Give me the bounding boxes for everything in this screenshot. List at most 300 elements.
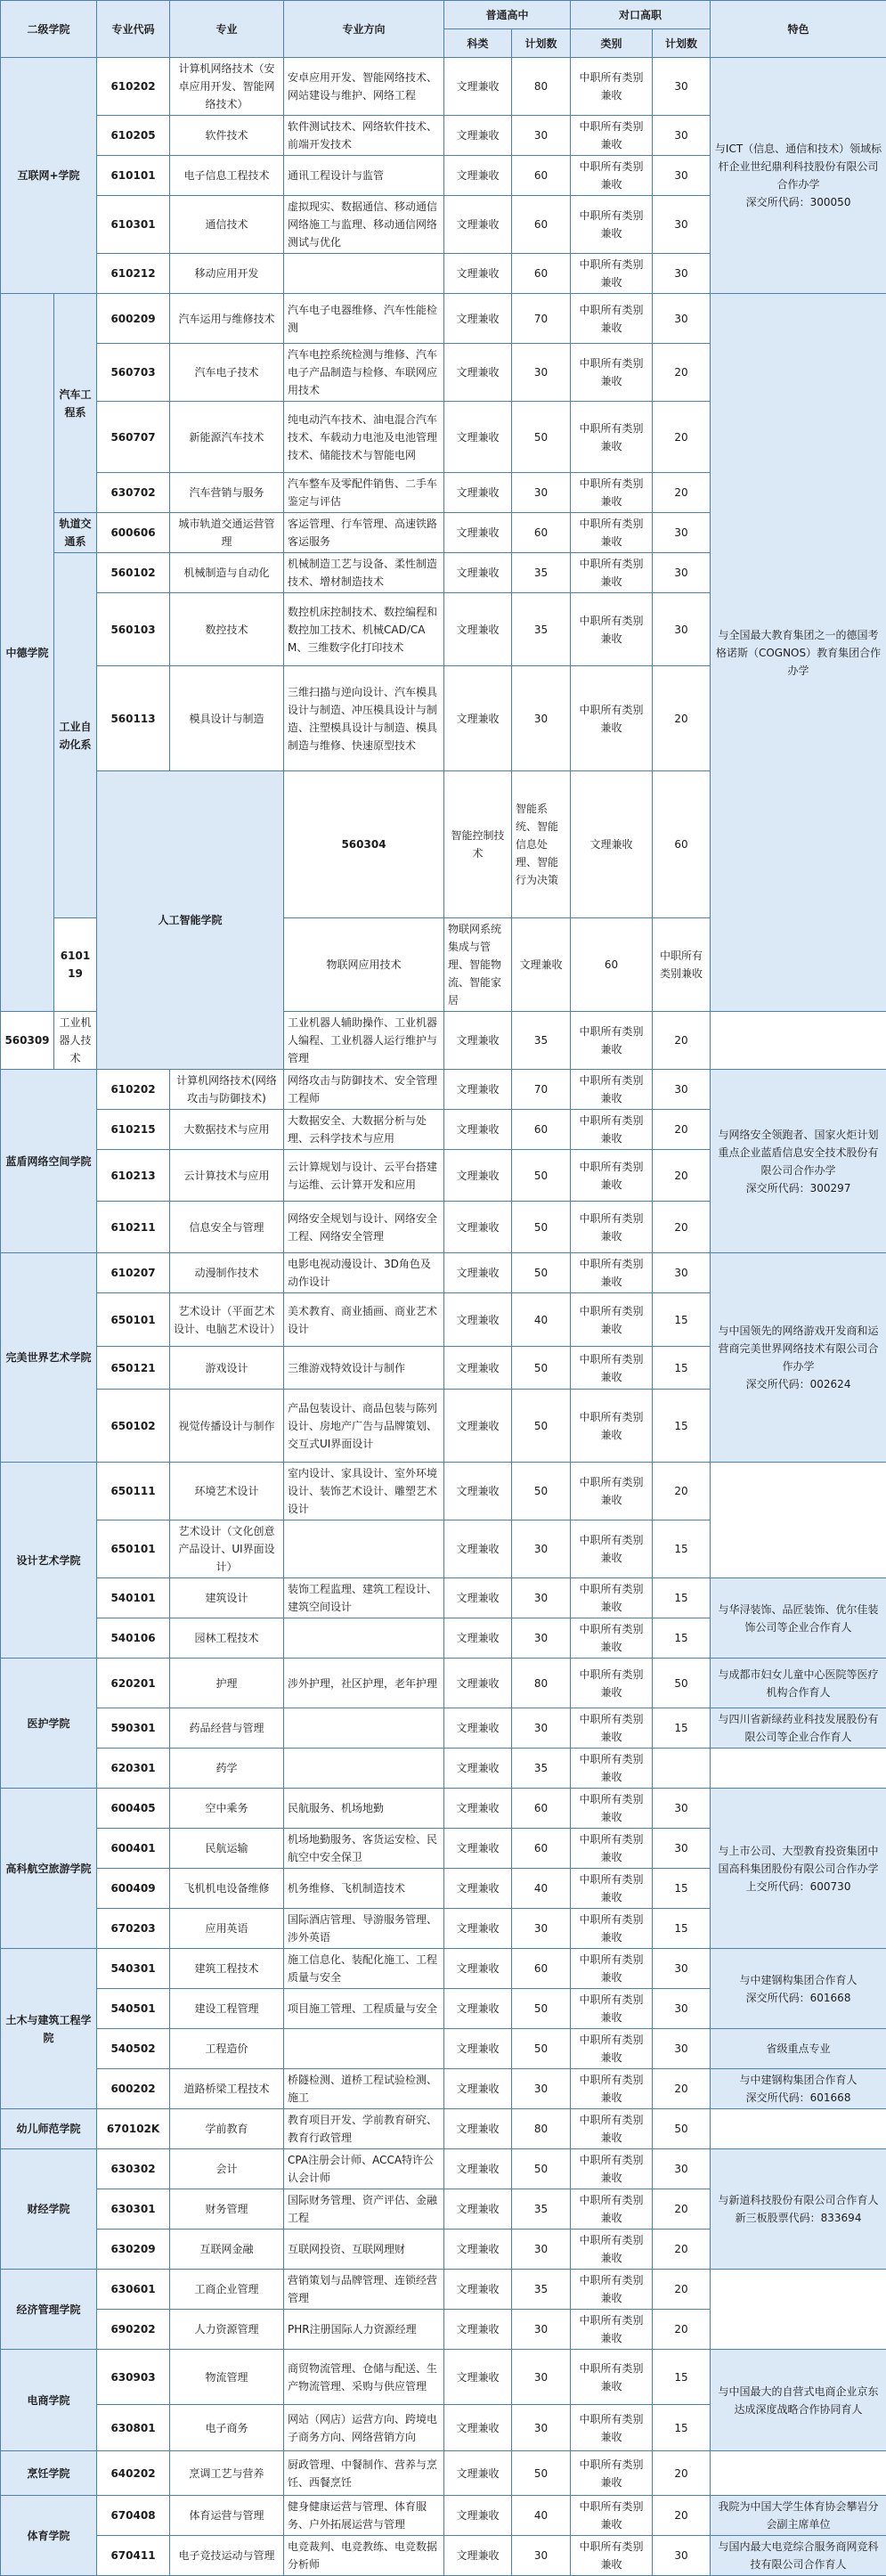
major-name: 建筑工程技术 — [170, 1949, 284, 1989]
vocational-type: 中职所有类别兼收 — [571, 58, 653, 116]
vocational-plan-count: 30 — [653, 1070, 711, 1110]
vocational-type: 中职所有类别兼收 — [571, 116, 653, 156]
vocational-plan-count: 50 — [653, 1659, 711, 1708]
major-name: 建设工程管理 — [170, 1989, 284, 2029]
table-row — [1, 2270, 886, 2310]
vocational-plan-count: 20 — [653, 666, 711, 771]
major-direction: 汽车电控系统检测与维修、汽车电子产品制造与检修、车联网应用技术 — [284, 344, 444, 402]
general-plan-count: 35 — [512, 1749, 571, 1789]
general-category: 文理兼收 — [444, 1253, 512, 1293]
major-name: 应用英语 — [170, 1909, 284, 1949]
vocational-plan-count: 30 — [653, 2536, 711, 2576]
major-direction: 互联网投资、互联网理财 — [284, 2230, 444, 2270]
feature-cell — [711, 2109, 886, 2149]
feature-line: 与华浔装饰、品匠装饰、优尔佳装饰公司等企业合作育人 — [719, 1603, 879, 1634]
general-plan-count: 50 — [512, 1390, 571, 1463]
major-direction: 工业机器人辅助操作、工业机器人编程、工业机器人运行维护与管理 — [284, 1012, 444, 1070]
vocational-plan-count: 20 — [653, 2451, 711, 2496]
general-category: 文理兼收 — [444, 2149, 512, 2189]
major-code: 650101 — [97, 1293, 170, 1347]
major-name: 园林工程技术 — [170, 1618, 284, 1659]
vocational-type: 中职所有类别兼收 — [571, 2230, 653, 2270]
major-code: 690202 — [97, 2310, 170, 2350]
general-category: 文理兼收 — [444, 473, 512, 513]
vocational-plan-count — [653, 1749, 711, 1789]
major-code: 630302 — [97, 2149, 170, 2189]
college-cell: 中德学院 — [1, 294, 54, 1012]
major-name: 空中乘务 — [170, 1789, 284, 1829]
table-row — [1, 1659, 886, 1708]
general-category: 文理兼收 — [444, 116, 512, 156]
general-category: 文理兼收 — [444, 1012, 512, 1070]
general-plan-count: 60 — [512, 513, 571, 553]
vocational-plan-count: 30 — [653, 553, 711, 593]
major-direction: 产品包装设计、商品包装与陈列设计、房地产广告与品牌策划、交互式UI界面设计 — [284, 1390, 444, 1463]
general-plan-count: 35 — [512, 593, 571, 666]
vocational-plan-count: 20 — [653, 2069, 711, 2109]
vocational-plan-count: 20 — [653, 2270, 711, 2310]
vocational-type: 中职所有类别兼收 — [571, 1949, 653, 1989]
major-name: 新能源汽车技术 — [170, 402, 284, 473]
major-name: 智能控制技术 — [444, 771, 512, 918]
table-header — [1, 1, 886, 58]
general-plan-count: 50 — [512, 2029, 571, 2069]
table-body — [1, 58, 886, 2576]
major-name: 工商企业管理 — [170, 2270, 284, 2310]
feature-cell — [711, 294, 886, 1012]
vocational-plan-count: 15 — [653, 1708, 711, 1749]
general-category: 文理兼收 — [444, 2310, 512, 2350]
general-plan-count: 60 — [512, 1789, 571, 1829]
feature-cell — [711, 1789, 886, 1949]
major-name: 模具设计与制造 — [170, 666, 284, 771]
vocational-plan-count: 30 — [653, 1949, 711, 1989]
general-plan-count: 30 — [512, 2230, 571, 2270]
vocational-type: 中职所有类别兼收 — [571, 1202, 653, 1253]
general-category: 文理兼收 — [444, 344, 512, 402]
vocational-type: 中职所有类别兼收 — [571, 2189, 653, 2230]
major-code: 650102 — [97, 1390, 170, 1463]
feature-cell — [711, 1949, 886, 2029]
major-code: 650101 — [97, 1520, 170, 1578]
general-category: 文理兼收 — [444, 2270, 512, 2310]
general-category: 文理兼收 — [444, 2230, 512, 2270]
general-category: 文理兼收 — [512, 918, 571, 1012]
general-category: 文理兼收 — [444, 1789, 512, 1829]
table-row — [1, 1749, 886, 1789]
vocational-type: 中职所有类别兼收 — [571, 1789, 653, 1829]
major-name: 建筑设计 — [170, 1578, 284, 1618]
major-name: 汽车运用与维修技术 — [170, 294, 284, 344]
general-category: 文理兼收 — [444, 1202, 512, 1253]
general-plan-count: 80 — [512, 1659, 571, 1708]
vocational-type: 中职所有类别兼收 — [571, 666, 653, 771]
major-name: 艺术设计（平面艺术设计、电脑艺术设计） — [170, 1293, 284, 1347]
vocational-type: 中职所有类别兼收 — [571, 2069, 653, 2109]
feature-line: 与四川省新绿药业科技发展股份有限公司等企业合作育人 — [719, 1713, 879, 1743]
major-direction: 智能系统、智能信息处理、智能行为决策 — [512, 771, 571, 918]
vocational-type: 中职所有类别兼收 — [571, 2310, 653, 2350]
major-name: 工程造价 — [170, 2029, 284, 2069]
major-name: 人力资源管理 — [170, 2310, 284, 2350]
feature-line: 与网络安全领跑者、国家火炬计划重点企业蓝盾信息安全技术股份有限公司合作办学 — [719, 1129, 879, 1177]
major-code: 670203 — [97, 1909, 170, 1949]
general-category: 文理兼收 — [571, 771, 653, 918]
general-plan-count: 60 — [512, 1829, 571, 1869]
vocational-type: 中职所有类别兼收 — [571, 1070, 653, 1110]
general-category: 文理兼收 — [444, 1463, 512, 1520]
major-code: 560703 — [97, 344, 170, 402]
major-code: 560309 — [1, 1012, 54, 1070]
header-plan: 计划数 — [512, 29, 571, 58]
feature-line: 与新道科技股份有限公司合作育人 — [719, 2194, 879, 2206]
general-plan-count: 50 — [512, 402, 571, 473]
vocational-plan-count: 15 — [653, 1347, 711, 1390]
vocational-plan-count: 30 — [653, 294, 711, 344]
vocational-type: 中职所有类别兼收 — [571, 1909, 653, 1949]
general-plan-count: 35 — [512, 2189, 571, 2230]
vocational-type: 中职所有类别兼收 — [571, 1390, 653, 1463]
vocational-plan-count: 30 — [653, 513, 711, 553]
general-plan-count: 30 — [512, 2405, 571, 2451]
department-cell: 工业自动化系 — [54, 553, 97, 918]
general-plan-count: 60 — [512, 196, 571, 254]
general-category: 文理兼收 — [444, 402, 512, 473]
major-name: 护理 — [170, 1659, 284, 1708]
major-code: 610202 — [97, 58, 170, 116]
major-direction: PHR注册国际人力资源经理 — [284, 2310, 444, 2350]
general-plan-count: 30 — [512, 666, 571, 771]
table-row — [1, 1949, 886, 1989]
major-direction: 国际财务管理、资产评估、金融工程 — [284, 2189, 444, 2230]
vocational-type: 中职所有类别兼收 — [571, 1708, 653, 1749]
vocational-type: 中职所有类别兼收 — [571, 1347, 653, 1390]
vocational-type: 中职所有类别兼收 — [571, 2270, 653, 2310]
general-category: 文理兼收 — [444, 2350, 512, 2405]
college-cell: 财经学院 — [1, 2149, 97, 2270]
general-category: 文理兼收 — [444, 513, 512, 553]
general-plan-count: 60 — [512, 254, 571, 294]
major-code: 610211 — [97, 1202, 170, 1253]
general-plan-count: 60 — [571, 918, 653, 1012]
general-plan-count: 50 — [512, 1253, 571, 1293]
vocational-type: 中职所有类别兼收 — [571, 1012, 653, 1070]
feature-cell — [711, 1659, 886, 1708]
major-direction: 大数据安全、大数据分析与处理、云科学技术与应用 — [284, 1110, 444, 1150]
major-direction: 机场地勤服务、客货运安检、民航空中安全保卫 — [284, 1829, 444, 1869]
vocational-plan-count: 30 — [653, 2149, 711, 2189]
vocational-type: 中职所有类别兼收 — [571, 1829, 653, 1869]
college-cell: 高科航空旅游学院 — [1, 1789, 97, 1949]
vocational-type: 中职所有类别兼收 — [571, 1659, 653, 1708]
major-code: 630903 — [97, 2350, 170, 2405]
college-cell: 设计艺术学院 — [1, 1463, 97, 1659]
vocational-type: 中职所有类别兼收 — [653, 918, 711, 1012]
major-direction: 云计算规划与设计、云平台搭建与运维、云计算开发和应用 — [284, 1150, 444, 1202]
general-category: 文理兼收 — [444, 2109, 512, 2149]
general-plan-count: 60 — [653, 771, 711, 918]
major-direction: 厨政管理、中餐制作、营养与烹饪、西餐烹饪 — [284, 2451, 444, 2496]
college-cell: 完美世界艺术学院 — [1, 1253, 97, 1463]
college-cell: 人工智能学院 — [97, 771, 284, 1070]
vocational-type: 中职所有类别兼收 — [571, 2451, 653, 2496]
major-name: 机械制造与自动化 — [170, 553, 284, 593]
vocational-type: 中职所有类别兼收 — [571, 1110, 653, 1150]
major-name: 云计算技术与应用 — [170, 1150, 284, 1202]
major-name: 电子商务 — [170, 2405, 284, 2451]
table-row — [1, 1789, 886, 1829]
header-college: 二级学院 — [1, 1, 97, 58]
college-cell: 电商学院 — [1, 2350, 97, 2451]
vocational-type: 中职所有类别兼收 — [571, 254, 653, 294]
general-plan-count: 30 — [512, 2310, 571, 2350]
major-code: 610101 — [97, 156, 170, 196]
major-name: 汽车电子技术 — [170, 344, 284, 402]
major-direction: 网络安全规划与设计、网络安全工程、网络安全管理 — [284, 1202, 444, 1253]
major-direction: 网站（网店）运营方向、跨境电子商务方向、网络营销方向 — [284, 2405, 444, 2451]
feature-line: 深交所代码：300050 — [746, 196, 851, 208]
vocational-plan-count: 20 — [653, 1463, 711, 1520]
general-plan-count: 70 — [512, 1070, 571, 1110]
major-name: 大数据技术与应用 — [170, 1110, 284, 1150]
vocational-plan-count: 50 — [653, 2109, 711, 2149]
major-name: 计算机网络技术(网络攻击与防御技术) — [170, 1070, 284, 1110]
major-name: 移动应用开发 — [170, 254, 284, 294]
college-cell: 土木与建筑工程学院 — [1, 1949, 97, 2109]
major-name: 电子竞技运动与管理 — [170, 2536, 284, 2576]
header-major: 专业 — [170, 1, 284, 58]
major-direction: 客运管理、行车管理、高速铁路客运服务 — [284, 513, 444, 553]
general-plan-count: 50 — [512, 1202, 571, 1253]
feature-line: 深交所代码：601668 — [746, 1992, 851, 2004]
vocational-type: 中职所有类别兼收 — [571, 2350, 653, 2405]
major-direction — [284, 1749, 444, 1789]
major-name: 视觉传播设计与制作 — [170, 1390, 284, 1463]
table-row — [1, 58, 886, 116]
major-direction: 软件测试技术、网络软件技术、前端开发技术 — [284, 116, 444, 156]
major-name: 通信技术 — [170, 196, 284, 254]
general-plan-count: 40 — [512, 1293, 571, 1347]
major-direction: 安卓应用开发、智能网络技术、网站建设与维护、网络工程 — [284, 58, 444, 116]
general-category: 文理兼收 — [444, 2405, 512, 2451]
vocational-type: 中职所有类别兼收 — [571, 2405, 653, 2451]
feature-line: 深交所代码：300297 — [746, 1182, 851, 1194]
general-category: 文理兼收 — [444, 593, 512, 666]
general-plan-count: 40 — [512, 1869, 571, 1909]
college-cell: 体育学院 — [1, 2496, 97, 2576]
feature-line: 上交所代码：600730 — [746, 1880, 851, 1893]
header-type: 类别 — [571, 29, 653, 58]
major-code: 540301 — [97, 1949, 170, 1989]
general-category: 文理兼收 — [444, 1989, 512, 2029]
major-name: 学前教育 — [170, 2109, 284, 2149]
vocational-plan-count: 30 — [653, 1789, 711, 1829]
general-category: 文理兼收 — [444, 1659, 512, 1708]
table-row — [1, 2069, 886, 2109]
general-plan-count: 50 — [512, 2451, 571, 2496]
major-direction: 商贸物流管理、仓储与配送、生产物流管理、采购与供应管理 — [284, 2350, 444, 2405]
feature-cell — [711, 58, 886, 294]
major-direction — [284, 1618, 444, 1659]
major-direction — [284, 1520, 444, 1578]
major-code: 630702 — [97, 473, 170, 513]
general-category: 文理兼收 — [444, 2069, 512, 2109]
general-plan-count: 80 — [512, 58, 571, 116]
feature-cell — [711, 2350, 886, 2451]
major-code: 630301 — [97, 2189, 170, 2230]
vocational-type: 中职所有类别兼收 — [571, 2149, 653, 2189]
college-cell: 烹饪学院 — [1, 2451, 97, 2496]
general-plan-count: 50 — [512, 1347, 571, 1390]
general-category: 文理兼收 — [444, 1520, 512, 1578]
major-code: 600405 — [97, 1789, 170, 1829]
table-row — [1, 2029, 886, 2069]
vocational-plan-count: 30 — [653, 156, 711, 196]
major-code: 600401 — [97, 1829, 170, 1869]
vocational-plan-count: 20 — [653, 2230, 711, 2270]
major-code: 650121 — [97, 1347, 170, 1390]
feature-line: 与国内最大电竞综合服务商网竞科技有限公司合作育人 — [719, 2540, 879, 2571]
vocational-type: 中职所有类别兼收 — [571, 1749, 653, 1789]
feature-cell — [711, 2029, 886, 2069]
vocational-plan-count: 15 — [653, 1618, 711, 1659]
vocational-plan-count: 15 — [653, 2350, 711, 2405]
major-code: 600202 — [97, 2069, 170, 2109]
major-name: 药学 — [170, 1749, 284, 1789]
major-direction: 涉外护理，社区护理，老年护理 — [284, 1659, 444, 1708]
major-direction: 美术教育、商业插画、商业艺术设计 — [284, 1293, 444, 1347]
general-plan-count: 30 — [512, 1909, 571, 1949]
major-direction: 纯电动汽车技术、油电混合汽车技术、车载动力电池及电池管理技术、储能技术与智能电网 — [284, 402, 444, 473]
major-direction: 机械制造工艺与设备、柔性制造技术、增材制造技术 — [284, 553, 444, 593]
major-code: 610207 — [97, 1253, 170, 1293]
vocational-plan-count: 20 — [653, 344, 711, 402]
vocational-type: 中职所有类别兼收 — [571, 1869, 653, 1909]
major-code: 540106 — [97, 1618, 170, 1659]
major-name: 物流管理 — [170, 2350, 284, 2405]
major-direction: 室内设计、家具设计、室外环境设计、装饰艺术设计、雕塑艺术设计 — [284, 1463, 444, 1520]
general-plan-count: 50 — [512, 1463, 571, 1520]
vocational-plan-count: 15 — [653, 1909, 711, 1949]
table-row — [1, 2350, 886, 2405]
major-code: 610215 — [97, 1110, 170, 1150]
major-code: 610301 — [97, 196, 170, 254]
major-code: 590301 — [97, 1708, 170, 1749]
feature-line: 深交所代码：002624 — [746, 1378, 851, 1390]
general-category: 文理兼收 — [444, 1829, 512, 1869]
vocational-plan-count: 20 — [653, 2189, 711, 2230]
general-category: 文理兼收 — [444, 1110, 512, 1150]
major-direction: 国际酒店管理、导游服务管理、涉外英语 — [284, 1909, 444, 1949]
vocational-plan-count: 20 — [653, 1150, 711, 1202]
major-name: 药品经营与管理 — [170, 1708, 284, 1749]
major-direction: CPA注册会计师、ACCA特许公认会计师 — [284, 2149, 444, 2189]
vocational-type: 中职所有类别兼收 — [571, 2496, 653, 2536]
major-name: 动漫制作技术 — [170, 1253, 284, 1293]
feature-cell — [711, 2536, 886, 2576]
general-category: 文理兼收 — [444, 1618, 512, 1659]
vocational-plan-count: 15 — [653, 1293, 711, 1347]
general-category: 文理兼收 — [444, 254, 512, 294]
major-name: 游戏设计 — [170, 1347, 284, 1390]
feature-line: 与中建钢构集团合作育人 — [740, 1974, 858, 1986]
general-plan-count: 35 — [512, 2270, 571, 2310]
vocational-plan-count: 30 — [653, 593, 711, 666]
feature-line: 与中国最大的自营式电商企业京东达成深度战略合作协同育人 — [719, 2385, 879, 2416]
general-category: 文理兼收 — [444, 2496, 512, 2536]
feature-cell — [711, 1253, 886, 1463]
general-plan-count: 30 — [512, 2350, 571, 2405]
table-row — [1, 1070, 886, 1110]
major-name: 环境艺术设计 — [170, 1463, 284, 1520]
vocational-plan-count: 15 — [653, 1390, 711, 1463]
general-category: 文理兼收 — [444, 1749, 512, 1789]
vocational-plan-count: 15 — [653, 1520, 711, 1578]
major-direction: 教育项目开发、学前教育研究、教育行政管理 — [284, 2109, 444, 2149]
major-code: 610212 — [97, 254, 170, 294]
vocational-type: 中职所有类别兼收 — [571, 553, 653, 593]
major-code: 640202 — [97, 2451, 170, 2496]
major-code: 560103 — [97, 593, 170, 666]
general-category: 文理兼收 — [444, 1578, 512, 1618]
feature-line: 与成都市妇女儿童中心医院等医疗机构合作育人 — [719, 1668, 879, 1699]
major-name: 飞机机电设备维修 — [170, 1869, 284, 1909]
college-cell: 经济管理学院 — [1, 2270, 97, 2350]
vocational-plan-count: 15 — [653, 1869, 711, 1909]
major-direction — [284, 254, 444, 294]
vocational-plan-count: 30 — [653, 58, 711, 116]
header-plan-vocational: 计划数 — [653, 29, 711, 58]
major-direction: 装饰工程监理、建筑工程设计、建筑空间设计 — [284, 1578, 444, 1618]
general-plan-count: 30 — [512, 1578, 571, 1618]
general-category: 文理兼收 — [444, 1293, 512, 1347]
vocational-type: 中职所有类别兼收 — [571, 1520, 653, 1578]
vocational-type: 中职所有类别兼收 — [571, 344, 653, 402]
vocational-plan-count: 30 — [653, 1253, 711, 1293]
major-name: 互联网金融 — [170, 2230, 284, 2270]
vocational-type: 中职所有类别兼收 — [571, 1463, 653, 1520]
major-name: 体育运营与管理 — [170, 2496, 284, 2536]
vocational-plan-count: 20 — [653, 1012, 711, 1070]
header-category: 科类 — [444, 29, 512, 58]
vocational-type: 中职所有类别兼收 — [571, 1618, 653, 1659]
vocational-type: 中职所有类别兼收 — [571, 513, 653, 553]
general-category: 文理兼收 — [444, 2189, 512, 2230]
vocational-plan-count: 20 — [653, 1202, 711, 1253]
vocational-plan-count: 20 — [653, 473, 711, 513]
feature-cell — [711, 2496, 886, 2536]
major-code: 610119 — [54, 918, 97, 1012]
major-code: 560707 — [97, 402, 170, 473]
major-direction: 汽车电子电器维修、汽车性能检测 — [284, 294, 444, 344]
major-direction — [284, 1708, 444, 1749]
general-plan-count: 30 — [512, 116, 571, 156]
general-plan-count: 30 — [512, 1520, 571, 1578]
major-code: 600606 — [97, 513, 170, 553]
major-direction: 网络攻击与防御技术、安全管理工程师 — [284, 1070, 444, 1110]
feature-cell — [711, 1070, 886, 1253]
feature-cell — [711, 1749, 886, 1789]
vocational-plan-count: 20 — [653, 402, 711, 473]
general-plan-count: 70 — [512, 294, 571, 344]
major-direction: 电竞裁判、电竞教练、电竞数据分析师 — [284, 2536, 444, 2576]
major-direction: 数控机床控制技术、数控编程和数控加工技术、机械CAD/CAM、三维数字化打印技术 — [284, 593, 444, 666]
major-code: 600209 — [97, 294, 170, 344]
general-plan-count: 30 — [512, 473, 571, 513]
vocational-plan-count: 30 — [653, 2029, 711, 2069]
vocational-type: 中职所有类别兼收 — [571, 294, 653, 344]
major-name: 财务管理 — [170, 2189, 284, 2230]
